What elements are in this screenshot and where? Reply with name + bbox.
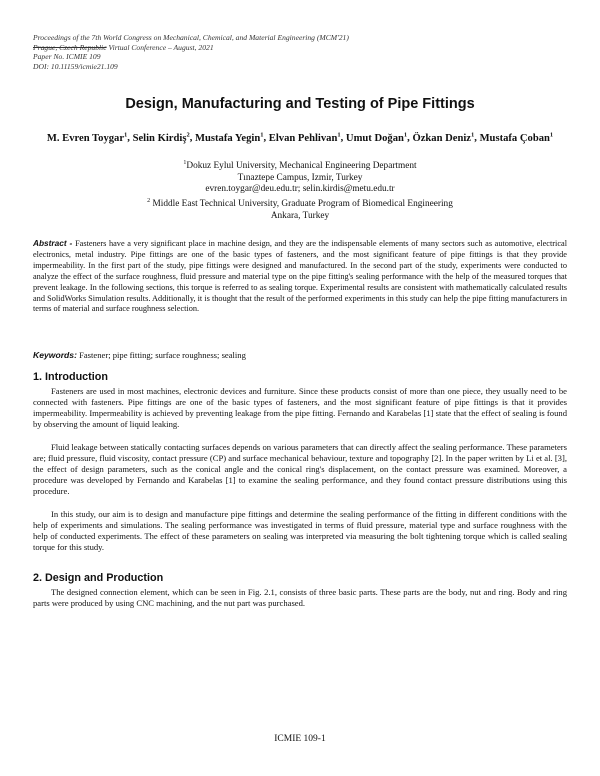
conference-location [33, 43, 349, 53]
author: M. Evren Toygar$^1$ [46, 131, 128, 144]
section-2-paragraph-1: The designed connection element, which can be seen in Fig. 2.1, consists of three basic parts. These parts are the body, nut and ring. Body and ring parts were produced by using CNC machining, and the nut part was purchased. [33, 587, 567, 609]
section-1-paragraph-3: In this study, our aim is to design and manufacture pipe fittings and determine the sealing performance of the fitting in different conditions with the help of experiments and simulations. The sealing performance was investigated in terms of fluid pressure, material type and surface roughness with the help of conducted experiments. The effect of these parameters on sealing was interpreted via measuring the bolt tightening torque which is called sealing torque for this study. [33, 509, 567, 553]
author-emails: evren.toygar@deu.edu.tr; selin.kirdis@metu.edu.tr [205, 184, 395, 195]
author: Mustafa Çoban$^1$ [479, 131, 554, 144]
paper-number: Paper No. ICMIE 109 [33, 52, 101, 62]
struck-location: Prague, Czech Republic [33, 42, 107, 52]
affiliation-2: $^2$ Middle East Technical University, Graduate Program of Biomedical Engineering [147, 197, 453, 209]
author: Mustafa Yegin$^1$ [195, 131, 264, 144]
keywords-label: Keywords: [33, 350, 77, 360]
keywords-text: Fastener; pipe fitting; surface roughness; sealing [76, 350, 246, 360]
abstract [33, 238, 567, 315]
abstract-text: Fasteners have a very significant place in machine design, and they are the indispensable elements of many sectors such as automotive, electrical electronics, metal industry. Pipe fittings are one of the basic types of fasteners, and the most significant feature of pipe fittings is that they provide impermeability. In the first part of the study, pipe fittings were designed and manufactured. In the second part of the study, experiments were conducted to analyze the effect of the surface roughness, fluid pressure and material type on the pipe fitting's sealing performance with the help of the measured torques that prevent leakage. In the following sections, this torque is referred to as sealing torque. Experimental results are consistent with mathematically calculated results and SolidWorks Simulation results. Additionally, it is thought that the result of the performed experiments in this study can help the pipe fitting manufacturers in terms of material and surface roughness selection. [33, 239, 568, 314]
section-2-heading: 2. Design and Production [33, 572, 164, 584]
section-1-paragraph-2: Fluid leakage between statically contacting surfaces depends on various parameters that can directly affect the sealing performance. These parameters are; fluid pressure, fluid viscosity, contact pressure (CP) and surface mechanical behaviour, texture and topography [2]. In the paper written by Li et al. [3], the effect of design parameters, such as the conical angle and the conical ring's displacement, on the contact pressure was examined. Moreover, a procedure was developed by Fernando and Karabelas [1] to examine the sealing performance, and they found contact pressure distributions using this procedure. [33, 442, 567, 497]
section-1-paragraph-1: Fasteners are used in most machines, electronic devices and furniture. Since these products consist of more than one piece, they usually need to be connected with fasteners. Pipe fittings are one of the basic types of fasteners, and the most significant feature of pipe fittings is that it provides impermeability. Impermeability is achieved by preventing leakage from the pipe fitting. Fernando and Karabelas [1] state that the effect of sealing is found by observing the amount of liquid leaking. [33, 386, 567, 430]
affiliation-2-city: Ankara, Turkey [270, 210, 330, 221]
author: Elvan Pehlivan$^1$ [268, 131, 341, 144]
proceedings-header [33, 33, 349, 71]
section-1-heading: 1. Introduction [33, 371, 108, 383]
proceedings-title: Proceedings of the 7th World Congress on Mechanical, Chemical, and Material Engineering (MCM'21) [33, 33, 349, 42]
doi: DOI: 10.11159/icmie21.109 [33, 61, 118, 71]
virtual-conference: Virtual Conference – August, 2021 [106, 42, 214, 52]
author: Selin Kirdiş$^2$ [132, 131, 190, 144]
affiliations [35, 158, 565, 222]
author: Özkan Deniz$^1$ [412, 131, 475, 144]
abstract-label: Abstract - [33, 238, 76, 248]
paper-title: Design, Manufacturing and Testing of Pipe Fittings [125, 96, 475, 112]
author-list: M. Evren Toygar$^1$, Selin Kirdiş$^2$, Mustafa Yegin$^1$, Elvan Pehlivan$^1$, Umut Doğan$^1$, Özkan Deniz$^1$, Mustafa Çoban$^1$ [46, 131, 554, 144]
page-footer: ICMIE 109-1 [274, 734, 326, 744]
affiliation-1: $^1$Dokuz Eylul University, Mechanical Engineering Department [183, 160, 417, 172]
author: Umut Doğan$^1$ [345, 131, 408, 144]
keywords [33, 350, 567, 361]
affiliation-1-campus: Tınaztepe Campus, Izmir, Turkey [237, 172, 363, 183]
